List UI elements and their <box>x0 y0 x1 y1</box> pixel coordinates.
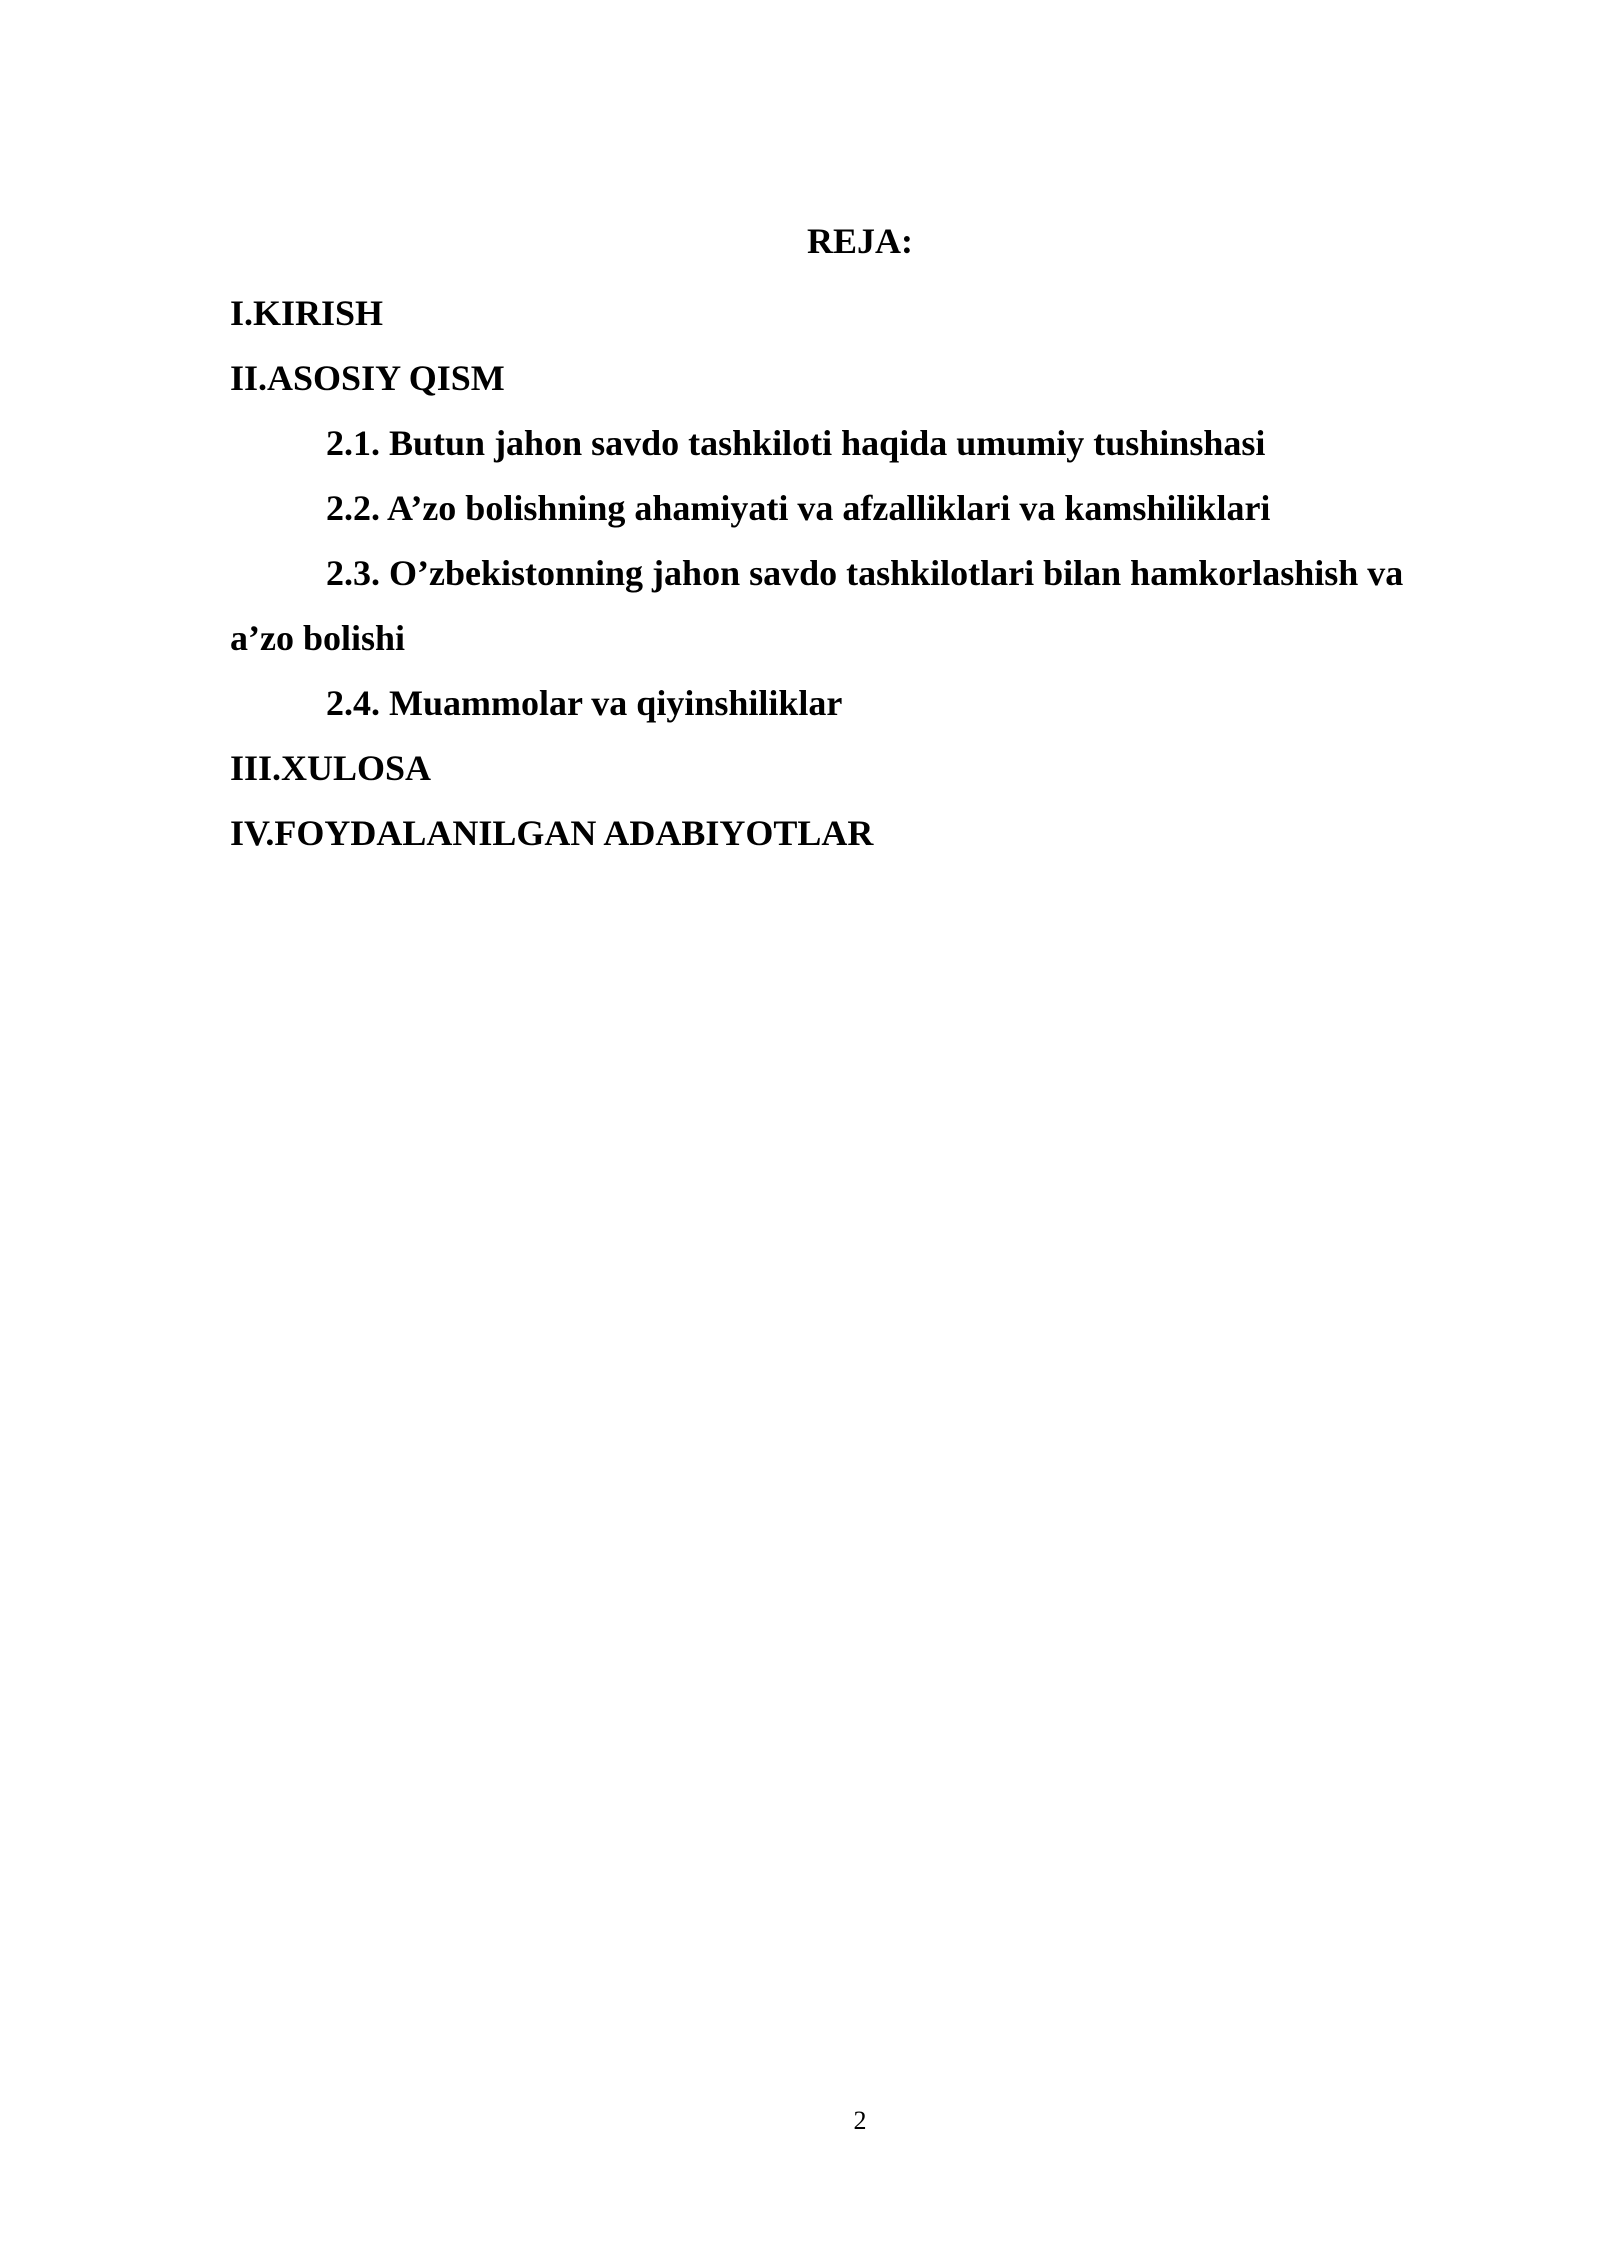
toc-item-foydalanilgan-adabiyotlar: IV.FOYDALANILGAN ADABIYOTLAR <box>230 813 874 853</box>
page-number: 2 <box>853 2106 867 2135</box>
toc-item-kirish: I.KIRISH <box>230 293 384 333</box>
toc-item-2-1: 2.1. Butun jahon savdo tashkiloti haqida umumiy tushinshasi <box>326 423 1266 463</box>
toc-item-2-4: 2.4. Muammolar va qiyinshiliklar <box>326 683 843 723</box>
table-of-contents <box>230 281 1460 866</box>
page-title: REJA: <box>807 221 913 261</box>
toc-item-xulosa: III.XULOSA <box>230 748 432 788</box>
toc-item-2-3: 2.3. O’zbekistonning jahon savdo tashkilotlari bilan hamkorlashish va a’zo bolishi <box>230 553 1404 658</box>
toc-item-asosiy-qism: II.ASOSIY QISM <box>230 358 505 398</box>
toc-item-2-2: 2.2. A’zo bolishning ahamiyati va afzalliklari va kamshiliklari <box>326 488 1271 528</box>
